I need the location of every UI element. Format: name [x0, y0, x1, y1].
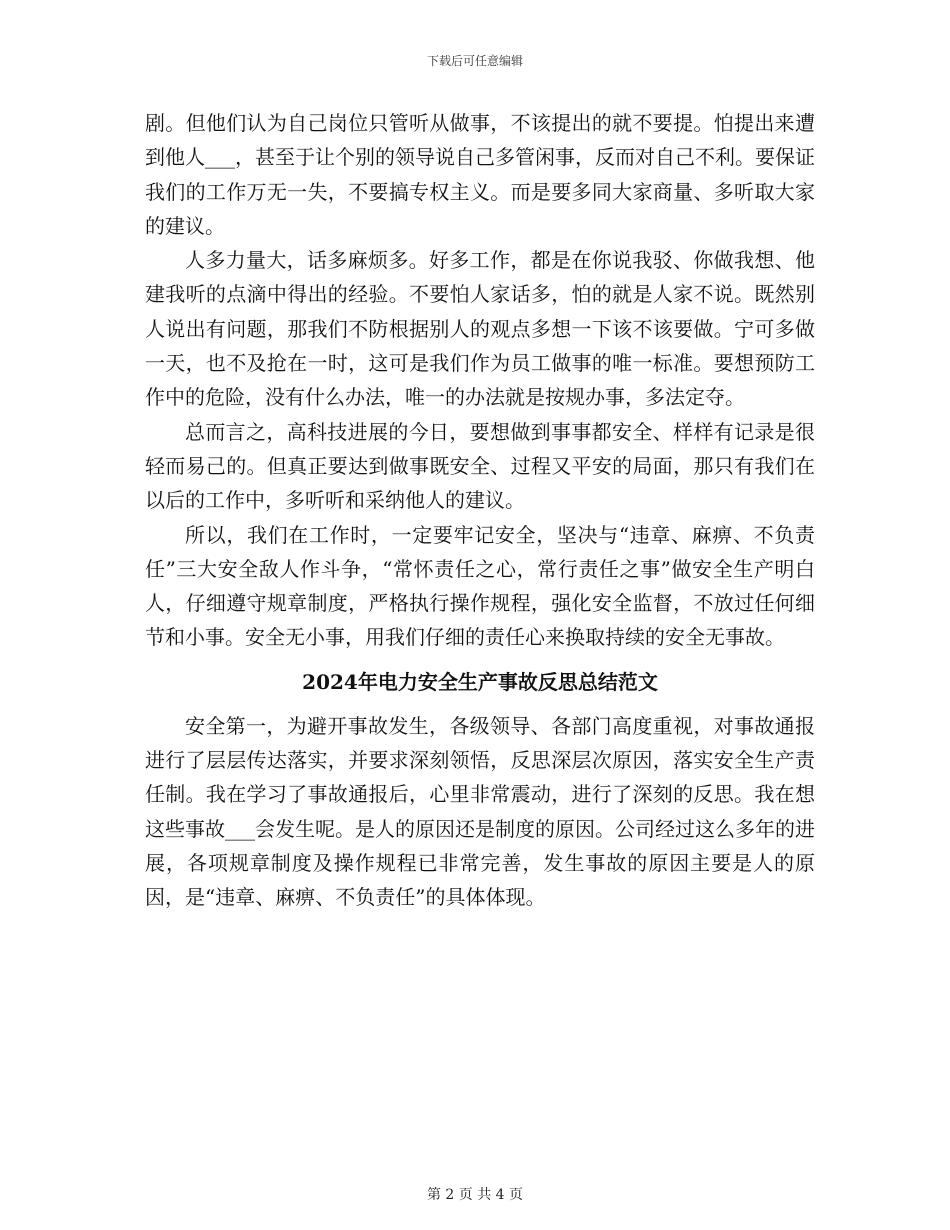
document-body: [145, 106, 815, 915]
paragraph: 人多力量大，话多麻烦多。好多工作，都是在你说我驳、你做我想、他建我听的点滴中得出的经验。不要怕人家话多，怕的就是人家不说。既然别人说出有问题，那我们不防根据别人的观点多想一下该不该要做。宁可多做一天，也不及抢在一时，这可是我们作为员工做事的唯一标准。要想预防工作中的危险，没有什么办法，唯一的办法就是按规办事，多法定夺。: [145, 248, 815, 410]
page-header: 下载后可任意编辑: [426, 54, 523, 68]
page-footer: 第 2 页 共 4 页: [426, 1187, 524, 1203]
paragraph: 安全第一，为避开事故发生，各级领导、各部门高度重视，对事故通报进行了层层传达落实，并要求深刻领悟，反思深层次原因，落实安全生产责任制。我在学习了事故通报后，心里非常震动，进行了深刻的反思。我在想这些事故___会发生呢。是人的原因还是制度的原因。公司经过这么多年的进展，各项规章制度及操作规程已非常完善，发生事故的原因主要是人的原因，是“违章、麻痹、不负责任”的具体体现。: [145, 713, 815, 910]
paragraph-continued: 剧。但他们认为自己岗位只管听从做事，不该提出的就不要提。怕提出来遭到他人___，甚至于让个别的领导说自己多管闲事，反而对自己不利。要保证我们的工作万无一失，不要搞专权主义。而是要多同大家商量、多听取大家的建议。: [145, 111, 815, 238]
section-title: 2024年电力安全生产事故反思总结范文: [302, 669, 658, 694]
paragraph: 总而言之，高科技进展的今日，要想做到事事都安全、样样有记录是很轻而易己的。但真正要达到做事既安全、过程又平安的局面，那只有我们在以后的工作中，多听听和采纳他人的建议。: [145, 419, 815, 513]
paragraph: 所以，我们在工作时，一定要牢记安全，坚决与“违章、麻痹、不负责任”三大安全敌人作斗争，“常怀责任之心，常行责任之事”做安全生产明白人，仔细遵守规章制度，严格执行操作规程，强化安全监督，不放过任何细节和小事。安全无小事，用我们仔细的责任心来换取持续的安全无事故。: [145, 522, 815, 650]
